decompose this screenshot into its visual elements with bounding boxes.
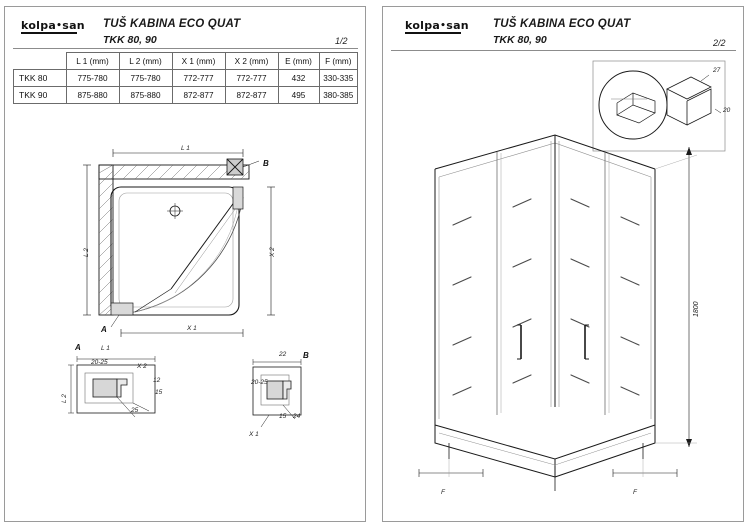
brand-underline: [21, 32, 77, 34]
plan-view-drawing: [75, 137, 295, 347]
detail-b-dim-15: 15: [279, 413, 287, 420]
detail-a-dim-2025: 20-25: [91, 359, 108, 366]
row-cell: 495: [278, 87, 319, 104]
foot-dim-left: F: [441, 489, 445, 496]
row-cell: 775-780: [119, 70, 172, 87]
brand-second: san: [446, 19, 469, 32]
page-title: TUŠ KABINA ECO QUAT: [493, 18, 631, 30]
page-subtitle: TKK 80, 90: [493, 34, 547, 46]
row-cell: 875-880: [119, 87, 172, 104]
detail-a-dim-25: 25: [131, 407, 139, 414]
row-cell: 380-385: [319, 87, 358, 104]
row-label: TKK 90: [14, 87, 67, 104]
brand-logo: [405, 19, 469, 32]
table-header-cell-6: F (mm): [319, 53, 358, 70]
cabin-isometric-drawing: [405, 107, 725, 507]
row-cell: 330-335: [319, 70, 358, 87]
detail-a-dim-15: 15: [155, 389, 163, 396]
detail-a-dim-x2: X 2: [137, 363, 147, 370]
plan-detail-marker-b: B: [263, 159, 269, 168]
table-row: [14, 87, 358, 104]
brand-second: san: [62, 19, 85, 32]
table-header-cell-4: X 2 (mm): [225, 53, 278, 70]
detail-b-drawing: [243, 357, 315, 433]
page-right: [382, 6, 744, 522]
detail-a-dim-l2: L 2: [61, 394, 68, 403]
plan-dim-l1: L 1: [181, 145, 190, 152]
row-cell: 432: [278, 70, 319, 87]
row-cell: 772-777: [172, 70, 225, 87]
foot-dim-right: F: [633, 489, 637, 496]
table-header-cell-0: [14, 53, 67, 70]
detail-b-dim-x1: X 1: [249, 431, 259, 438]
table-header-cell-1: L 1 (mm): [66, 53, 119, 70]
row-cell: 775-780: [66, 70, 119, 87]
page-left: [4, 6, 366, 522]
brand-separator: •: [440, 21, 447, 31]
detail-b-title: B: [303, 351, 309, 360]
table-header-cell-3: X 1 (mm): [172, 53, 225, 70]
header-divider: [13, 48, 358, 49]
page-number: 1/2: [335, 36, 348, 46]
detail-b-dim-2025: 20-25: [251, 379, 268, 386]
row-cell: 872-877: [225, 87, 278, 104]
cabin-height-dim: 1800: [693, 301, 700, 317]
table-header-cell-5: E (mm): [278, 53, 319, 70]
detail-b-dim-22: 22: [279, 351, 287, 358]
row-cell: 772-777: [225, 70, 278, 87]
plan-detail-marker-a: A: [101, 325, 107, 334]
row-cell: 872-877: [172, 87, 225, 104]
page-title: TUŠ KABINA ECO QUAT: [103, 18, 241, 30]
brand-logo: [21, 19, 85, 32]
detail-b-dim-24: 24: [293, 413, 301, 420]
page-subtitle: TKK 80, 90: [103, 34, 157, 46]
brand-first: kolpa: [21, 19, 57, 32]
detail-a-title: A: [75, 343, 81, 352]
header-divider: [391, 50, 736, 51]
table-header-row: [14, 53, 358, 70]
brand-separator: •: [56, 21, 63, 31]
plan-dim-x1: X 1: [187, 325, 197, 332]
brand-underline: [405, 32, 461, 34]
spec-table: [13, 52, 358, 104]
plan-dim-l2: L 2: [83, 248, 90, 257]
plan-dim-x2: X 2: [269, 247, 276, 257]
callout-dim-20: 20: [723, 107, 731, 114]
detail-a-dim-l1: L 1: [101, 345, 110, 352]
table-header-cell-2: L 2 (mm): [119, 53, 172, 70]
page-number: 2/2: [713, 38, 726, 48]
callout-dim-27: 27: [713, 67, 721, 74]
brand-first: kolpa: [405, 19, 441, 32]
detail-a-dim-12: 12: [153, 377, 161, 384]
row-label: TKK 80: [14, 70, 67, 87]
row-cell: 875-880: [66, 87, 119, 104]
table-row: [14, 70, 358, 87]
